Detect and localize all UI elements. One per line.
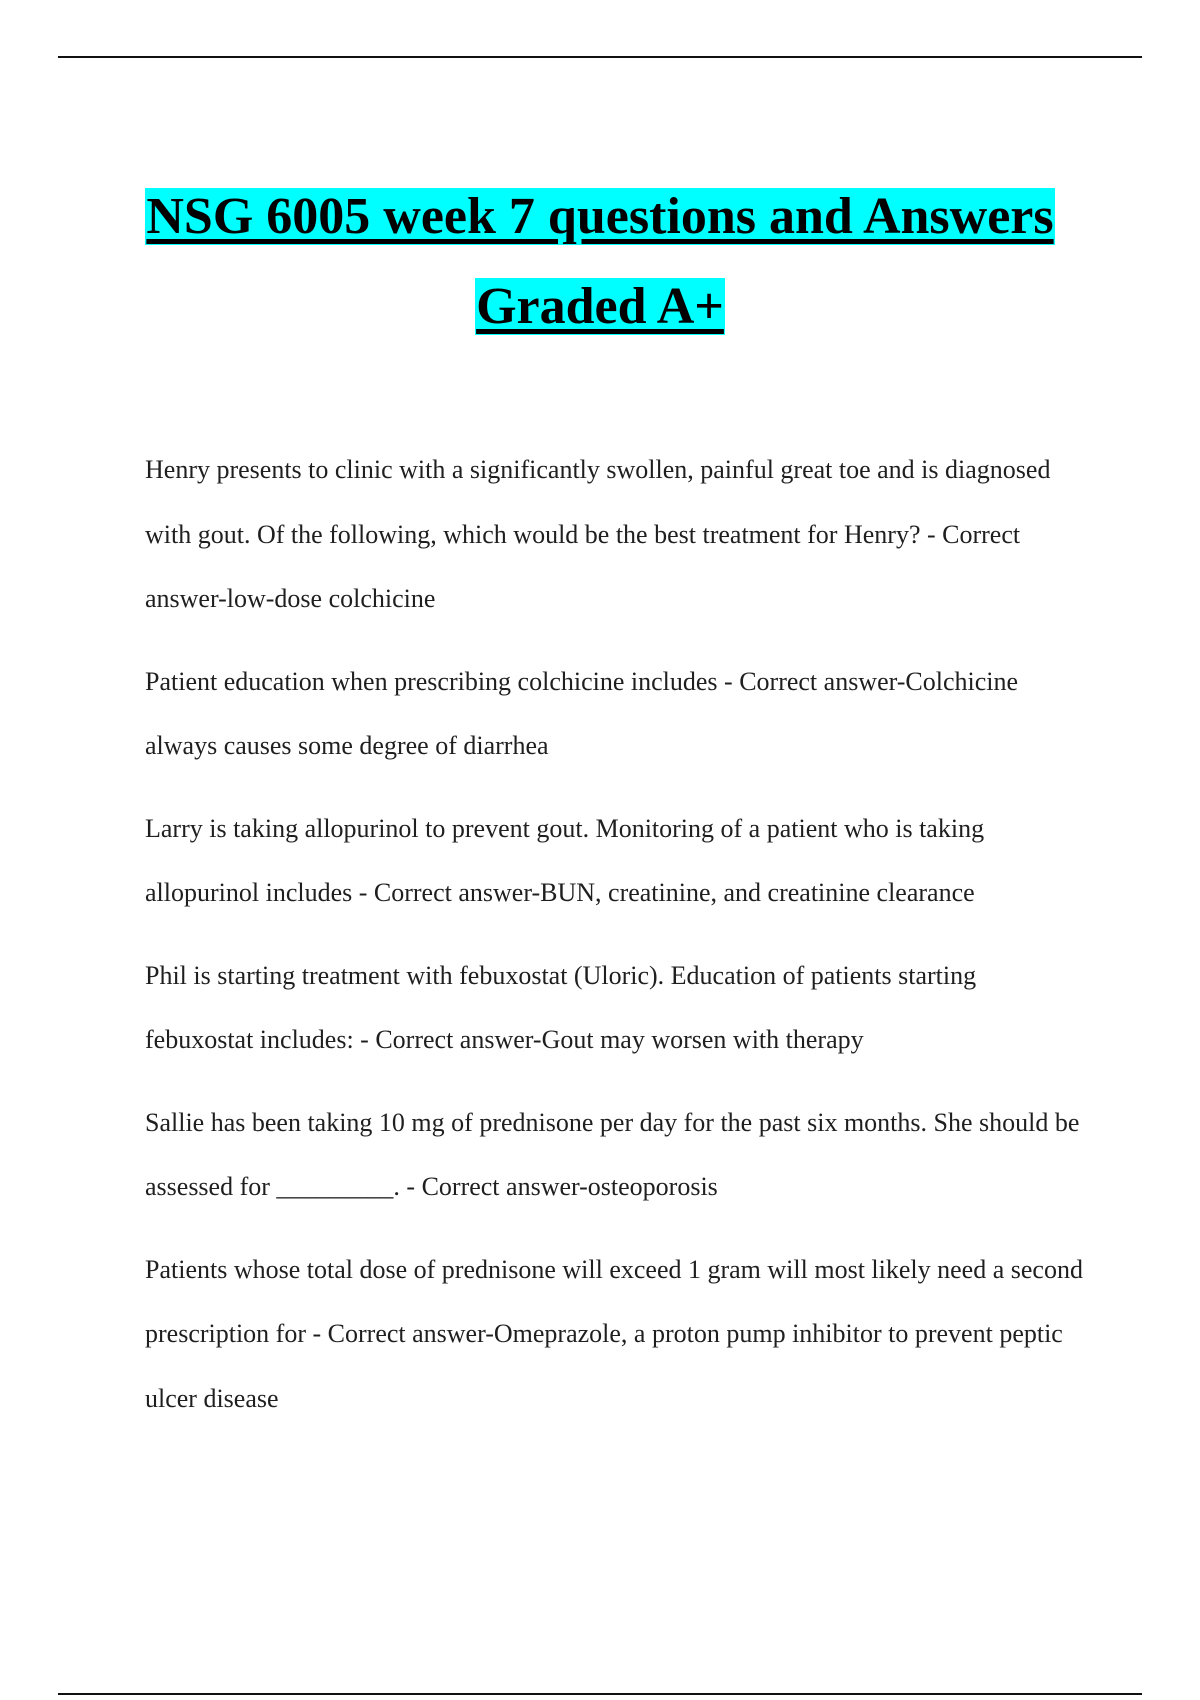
qa-item: Larry is taking allopurinol to prevent gout. Monitoring of a patient who is taking allopurinol includes - Correct answer-BUN, creatinine, and creatinine clearance [145,813,985,907]
document-title [100,172,1100,352]
footer-rule [58,1693,1142,1695]
qa-item: Phil is starting treatment with febuxostat (Uloric). Education of patients starting febuxostat includes: - Correct answer-Gout may worsen with therapy [145,960,977,1054]
title-line-1: NSG 6005 week 7 questions and Answers [146,188,1054,245]
title-line-2: Graded A+ [476,278,724,335]
qa-item: Patients whose total dose of prednisone will exceed 1 gram will most likely need a second prescription for - Correct answer-Omeprazole, a proton pump inhibitor to prevent peptic ulcer disease [145,1254,1083,1413]
qa-item: Sallie has been taking 10 mg of prednisone per day for the past six months. She should be assessed for _________. - Correct answer-osteoporosis [145,1107,1080,1201]
header-rule [58,56,1142,58]
qa-item: Patient education when prescribing colchicine includes - Correct answer-Colchicine always causes some degree of diarrhea [145,666,1019,760]
qa-item: Henry presents to clinic with a significantly swollen, painful great toe and is diagnosed with gout. Of the following, which would be the best treatment for Henry? - Correct answer-low-dose colchicine [145,455,1051,613]
question-answer-list [145,438,1085,1449]
